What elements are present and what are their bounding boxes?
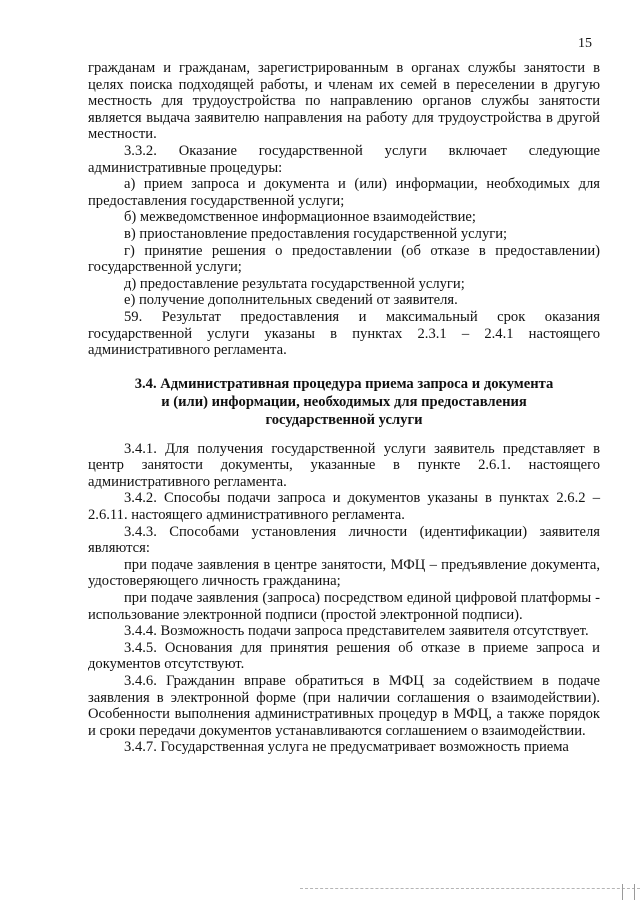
list-item: а) прием запроса и документа и (или) информации, необходимых для предоставления государственной услуги; <box>88 176 600 209</box>
list-item: е) получение дополнительных сведений от заявителя. <box>124 292 458 309</box>
paragraph: 3.4.3. Способами установления личности (идентификации) заявителя являются: <box>88 523 600 557</box>
list-item: в) приостановление предоставления государственной услуги; <box>124 225 508 242</box>
list-item: г) принятие решения о предоставлении (об отказе в предоставлении) государственной услуги; <box>88 242 600 276</box>
paragraph: 59. Результат предоставления и максимальный срок оказания государственной услуги указаны в пунктах 2.3.1 – 2.4.1 настоящего административного регламента. <box>88 308 600 359</box>
section-heading-line: и (или) информации, необходимых для предоставления <box>161 393 527 410</box>
paragraph: гражданам и гражданам, зарегистрированным в органах службы занятости в целях поиска подходящей работы, и членам их семей в переселении в другую местность для трудоустройства по направлению органов службы занятости является выдача заявителю направления на работу для трудоустройства в другой местности. <box>88 60 600 143</box>
paragraph: 3.4.7. Государственная услуга не предусматривает возможность приема <box>124 739 569 756</box>
paragraph: 3.4.2. Способы подачи запроса и документов указаны в пунктах 2.6.2 – 2.6.11. настоящего административного регламента. <box>88 490 600 524</box>
paragraph: при подаче заявления в центре занятости, МФЦ – предъявление документа, удостоверяющего личность гражданина; <box>88 556 600 590</box>
page-number: 15 <box>578 36 592 51</box>
paragraph: 3.4.6. Гражданин вправе обратиться в МФЦ за содействием в подаче заявления в электронной форме (при наличии соглашения о взаимодействии). Особенности выполнения административных процедур в МФЦ, а также порядок и сроки передачи документов устанавливаются соглашением о взаимодействии. <box>88 673 600 739</box>
paragraph: при подаче заявления (запроса) посредством единой цифровой платформы - использование электронной подписи (простой электронной подписи). <box>88 590 600 623</box>
paragraph: 3.4.4. Возможность подачи запроса представителем заявителя отсутствует. <box>124 623 589 640</box>
paragraph: 3.3.2. Оказание государственной услуги включает следующие административные процедуры: <box>88 142 600 176</box>
section-heading-line: государственной услуги <box>265 411 423 428</box>
paragraph: 3.4.5. Основания для принятия решения об отказе в приеме запроса и документов отсутствуют. <box>88 639 600 673</box>
document-body <box>88 60 600 756</box>
list-item: б) межведомственное информационное взаимодействие; <box>124 209 476 226</box>
scan-artifact-line <box>300 888 640 899</box>
paragraph: 3.4.1. Для получения государственной услуги заявитель представляет в центр занятости документы, указанные в пункте 2.6.1. настоящего административного регламента. <box>88 440 600 490</box>
scan-artifact-mark <box>634 884 635 900</box>
section-heading-line: 3.4. Административная процедура приема запроса и документа <box>134 375 554 392</box>
scan-artifact-mark <box>622 884 623 900</box>
section-heading <box>88 375 600 429</box>
list-item: д) предоставление результата государственной услуги; <box>124 275 465 292</box>
